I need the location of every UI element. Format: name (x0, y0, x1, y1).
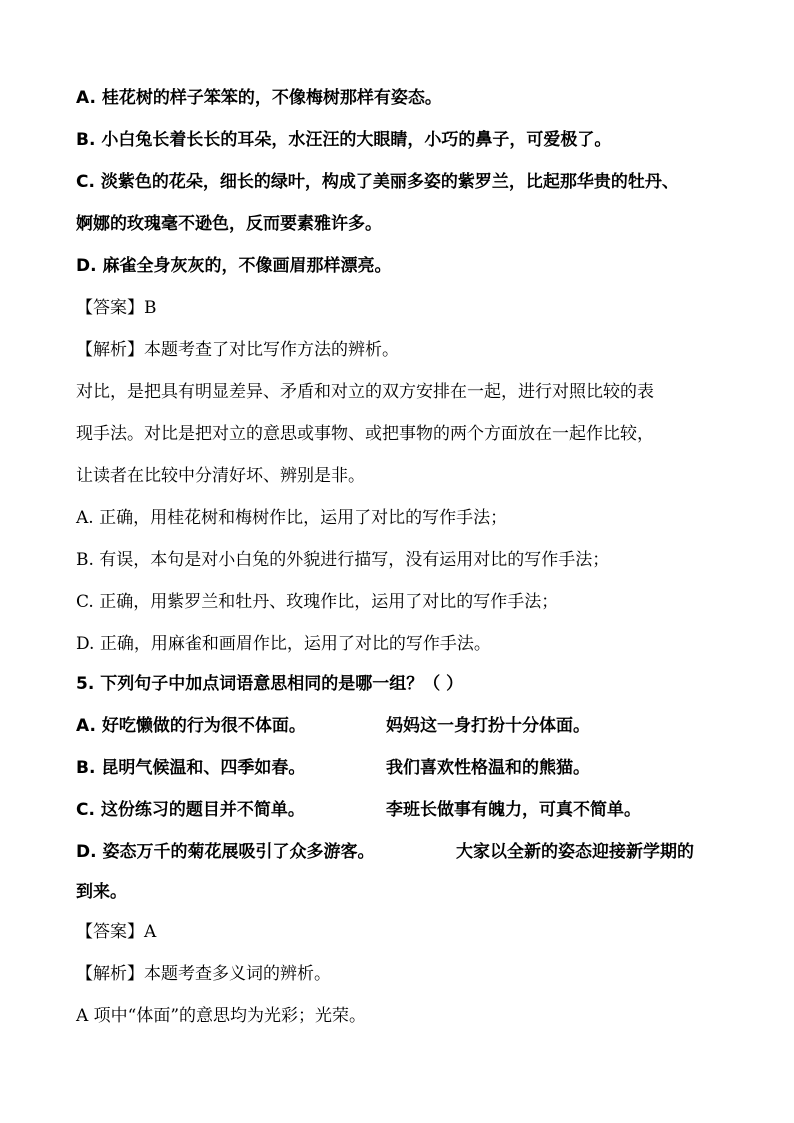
q5-option-c-left: C. 这份练习的题目并不简单。 (76, 800, 305, 820)
q5-analysis-intro: 【解析】本题考查多义词的辨析。 (76, 964, 331, 984)
q5-option-b-right: 我们喜欢性格温和的熊猫。 (386, 758, 590, 778)
q5-stem: 5. 下列句子中加点词语意思相同的是哪一组？（ ） (76, 674, 464, 694)
q4-analysis-definition-3: 让读者在比较中分清好坏、辨别是非。 (76, 466, 365, 486)
q5-option-b-left: B. 昆明气候温和、四季如春。 (76, 758, 306, 778)
q5-option-d-line2: 到来。 (76, 882, 127, 902)
q5-answer: 【答案】A (76, 922, 157, 942)
q5-option-b (76, 756, 736, 780)
q4-answer: 【答案】B (76, 298, 157, 318)
q4-option-a: A. 桂花树的样子笨笨的，不像梅树那样有姿态。 (76, 88, 442, 108)
q5-option-d (76, 840, 736, 864)
q4-analysis-b: B. 有误，本句是对小白兔的外貌进行描写，没有运用对比的写作手法； (76, 550, 610, 570)
q4-analysis-c: C. 正确，用紫罗兰和牡丹、玫瑰作比，运用了对比的写作手法； (76, 592, 559, 612)
q5-option-a-right: 妈妈这一身打扮十分体面。 (386, 716, 590, 736)
q5-option-d-left: D. 姿态万千的菊花展吸引了众多游客。 (76, 842, 375, 862)
q4-analysis-intro: 【解析】本题考查了对比写作方法的辨析。 (76, 340, 399, 360)
q4-option-d: D. 麻雀全身灰灰的，不像画眉那样漂亮。 (76, 256, 392, 276)
q4-analysis-d: D. 正确，用麻雀和画眉作比，运用了对比的写作手法。 (76, 634, 491, 654)
q4-analysis-definition-1: 对比，是把具有明显差异、矛盾和对立的双方安排在一起，进行对照比较的表 (76, 382, 654, 402)
q5-analysis-a: A 项中“体面”的意思均为光彩；光荣。 (76, 1006, 367, 1026)
q4-option-b: B. 小白兔长着长长的耳朵，水汪汪的大眼睛，小巧的鼻子，可爱极了。 (76, 130, 612, 150)
q4-analysis-a: A. 正确，用桂花树和梅树作比，运用了对比的写作手法； (76, 508, 508, 528)
q4-analysis-definition-2: 现手法。对比是把对立的意思或事物、或把事物的两个方面放在一起作比较， (76, 424, 654, 444)
q5-option-c-right: 李班长做事有魄力，可真不简单。 (386, 800, 641, 820)
q5-option-a (76, 714, 736, 738)
q5-option-d-right: 大家以全新的姿态迎接新学期的 (456, 842, 694, 862)
q4-option-c-line2: 婀娜的玫瑰毫不逊色，反而要素雅许多。 (76, 214, 382, 234)
q4-option-c-line1: C. 淡紫色的花朵，细长的绿叶，构成了美丽多姿的紫罗兰，比起那华贵的牡丹、 (76, 172, 679, 192)
q5-option-a-left: A. 好吃懒做的行为很不体面。 (76, 716, 306, 736)
q5-option-c (76, 798, 736, 822)
